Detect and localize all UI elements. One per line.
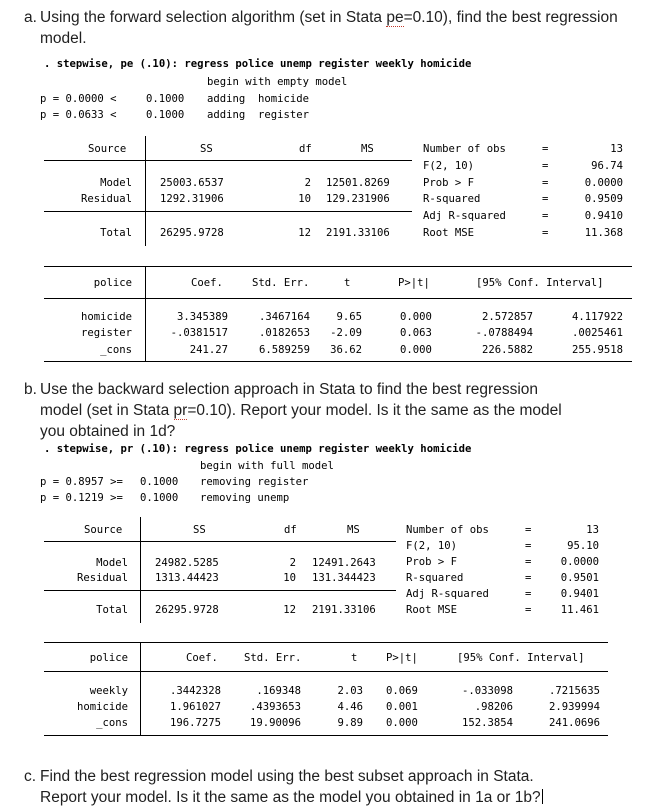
coef-ci-low: 152.3854 xyxy=(461,717,513,729)
anova-source: Residual xyxy=(76,572,128,584)
log-action: adding register xyxy=(207,109,310,121)
coef-header: [95% Conf. Interval] xyxy=(476,277,604,289)
coef-p: 0.000 xyxy=(400,344,432,356)
coef-ci-high: 241.0696 xyxy=(548,717,600,729)
stat-label: Number of obs xyxy=(406,524,489,536)
anova-ms: 2191.33106 xyxy=(312,604,376,616)
coef-ci-low: 226.5882 xyxy=(481,344,533,356)
divider xyxy=(44,541,396,542)
log-threshold: 0.1000 xyxy=(146,93,185,105)
coef-value: 3.345389 xyxy=(176,311,228,323)
question-a-label: a. xyxy=(24,9,37,26)
anova-df: 12 xyxy=(298,227,311,239)
coef-t: 9.89 xyxy=(337,717,363,729)
anova-header-ms: MS xyxy=(361,143,374,155)
log-pvalue: p = 0.0633 < xyxy=(40,109,117,121)
log-threshold: 0.1000 xyxy=(146,109,185,121)
coef-se: 19.90096 xyxy=(249,717,301,729)
coef-dep-var: police xyxy=(89,652,128,664)
coef-header: t xyxy=(351,652,358,664)
stat-value: 0.0000 xyxy=(560,556,599,568)
coef-se: .4393653 xyxy=(249,701,301,713)
coef-ci-high: 255.9518 xyxy=(571,344,623,356)
anova-header-source: Source xyxy=(88,143,127,155)
stat-label: F(2, 10) xyxy=(423,160,475,172)
anova-source: Residual xyxy=(80,193,132,205)
stat-eq: = xyxy=(525,540,532,552)
stat-eq: = xyxy=(542,177,549,189)
anova-ss: 1313.44423 xyxy=(155,572,219,584)
stat-label: Root MSE xyxy=(406,604,458,616)
stat-value: 13 xyxy=(610,143,623,155)
divider xyxy=(44,298,632,299)
stata-command-b: . stepwise, pr (.10): regress police unemp register weekly homicide xyxy=(44,443,472,455)
anova-df: 2 xyxy=(289,557,296,569)
anova-df: 10 xyxy=(283,572,296,584)
anova-header-df: df xyxy=(284,524,297,536)
log-action: removing unemp xyxy=(200,492,290,504)
divider xyxy=(44,642,608,643)
coef-header: P>|t| xyxy=(386,652,418,664)
coef-ci-high: .0025461 xyxy=(571,327,623,339)
stat-eq: = xyxy=(525,572,532,584)
stat-value: 11.368 xyxy=(584,227,623,239)
stat-label: Number of obs xyxy=(423,143,506,155)
question-c-text: Find the best regression model using the best subset approach in Stata. Report your model. Is it the same as the model you obtained in 1a or 1b? xyxy=(40,768,541,806)
stata-command-a: . stepwise, pe (.10): regress police unemp register weekly homicide xyxy=(44,58,472,70)
coef-ci-high: .7215635 xyxy=(548,685,600,697)
anova-header-ms: MS xyxy=(347,524,360,536)
stat-value: 96.74 xyxy=(591,160,623,172)
stat-eq: = xyxy=(542,160,549,172)
anova-df: 12 xyxy=(283,604,296,616)
anova-header-source: Source xyxy=(84,524,123,536)
anova-ms: 12491.2643 xyxy=(312,557,376,569)
coef-t: 4.46 xyxy=(337,701,363,713)
stat-eq: = xyxy=(542,143,549,155)
stat-value: 0.9509 xyxy=(584,193,623,205)
coef-var: register xyxy=(80,327,132,339)
stat-value: 0.0000 xyxy=(584,177,623,189)
stat-eq: = xyxy=(525,556,532,568)
coef-t: -2.09 xyxy=(330,327,362,339)
stat-eq: = xyxy=(542,210,549,222)
coef-ci-low: -.0788494 xyxy=(475,327,533,339)
log-pvalue: p = 0.8957 >= xyxy=(40,476,123,488)
stat-value: 13 xyxy=(586,524,599,536)
stat-eq: = xyxy=(525,524,532,536)
stat-label: R-squared xyxy=(423,193,481,205)
question-a xyxy=(24,7,644,49)
divider xyxy=(44,671,608,672)
stat-value: 95.10 xyxy=(567,540,599,552)
anova-source: Total xyxy=(96,604,128,616)
coef-se: .169348 xyxy=(256,685,301,697)
log-pvalue: p = 0.0000 < xyxy=(40,93,117,105)
coef-se: .0182653 xyxy=(258,327,310,339)
log-threshold: 0.1000 xyxy=(140,492,179,504)
coef-dep-var: police xyxy=(93,277,132,289)
stat-eq: = xyxy=(525,604,532,616)
coef-header: Std. Err. xyxy=(244,652,302,664)
coef-var: _cons xyxy=(96,717,128,729)
log-line: begin with empty model xyxy=(207,76,348,88)
coef-ci-high: 4.117922 xyxy=(571,311,623,323)
coef-t: 2.03 xyxy=(337,685,363,697)
coef-ci-low: -.033098 xyxy=(461,685,513,697)
coef-ci-high: 2.939994 xyxy=(548,701,600,713)
anova-df: 2 xyxy=(304,177,311,189)
question-a-text: Using the forward selection algorithm (set in Stata pe=0.10), find the best regression model. xyxy=(40,9,618,47)
anova-header-ss: SS xyxy=(200,143,213,155)
coef-se: .3467164 xyxy=(258,311,310,323)
anova-df: 10 xyxy=(298,193,311,205)
coef-value: 241.27 xyxy=(189,344,228,356)
divider xyxy=(44,361,632,362)
coef-header: P>|t| xyxy=(398,277,430,289)
stat-label: Adj R-squared xyxy=(423,210,506,222)
divider xyxy=(44,211,412,212)
coef-header: t xyxy=(344,277,351,289)
divider xyxy=(44,160,412,161)
question-b-text: Use the backward selection approach in Stata to find the best regression model (set in Stata pr=0.10). Report your model. Is it the same as the model you obtained in 1d? xyxy=(40,381,562,440)
stat-eq: = xyxy=(542,193,549,205)
coef-value: 1.961027 xyxy=(169,701,221,713)
question-b xyxy=(24,379,644,442)
anova-ss: 24982.5285 xyxy=(155,557,219,569)
log-threshold: 0.1000 xyxy=(140,476,179,488)
anova-ms: 131.344423 xyxy=(312,572,376,584)
coef-var: _cons xyxy=(100,344,132,356)
coef-value: -.0381517 xyxy=(170,327,228,339)
coef-header: Coef. xyxy=(186,652,218,664)
coef-t: 36.62 xyxy=(330,344,362,356)
divider xyxy=(145,136,146,246)
coef-value: .3442328 xyxy=(169,685,221,697)
stat-label: F(2, 10) xyxy=(406,540,458,552)
stat-label: R-squared xyxy=(406,572,464,584)
question-c xyxy=(24,766,644,808)
coef-var: homicide xyxy=(76,701,128,713)
anova-ss: 1292.31906 xyxy=(160,193,224,205)
coef-header: Coef. xyxy=(191,277,223,289)
anova-source: Total xyxy=(100,227,132,239)
coef-p: 0.069 xyxy=(386,685,418,697)
anova-ms: 12501.8269 xyxy=(326,177,390,189)
stat-value: 0.9501 xyxy=(560,572,599,584)
coef-ci-low: .98206 xyxy=(474,701,513,713)
stat-value: 0.9410 xyxy=(584,210,623,222)
log-action: removing register xyxy=(200,476,309,488)
coef-p: 0.000 xyxy=(386,717,418,729)
coef-p: 0.001 xyxy=(386,701,418,713)
divider xyxy=(145,266,146,361)
coef-header: [95% Conf. Interval] xyxy=(457,652,585,664)
log-pvalue: p = 0.1219 >= xyxy=(40,492,123,504)
text-cursor xyxy=(542,789,543,804)
anova-header-ss: SS xyxy=(193,524,206,536)
coef-se: 6.589259 xyxy=(258,344,310,356)
coef-value: 196.7275 xyxy=(169,717,221,729)
stat-value: 0.9401 xyxy=(560,588,599,600)
divider xyxy=(140,642,141,735)
stat-label: Prob > F xyxy=(423,177,475,189)
question-b-label: b. xyxy=(24,381,37,398)
divider xyxy=(140,517,141,623)
question-c-label: c. xyxy=(24,768,37,785)
anova-ss: 26295.9728 xyxy=(160,227,224,239)
coef-var: weekly xyxy=(89,685,128,697)
stat-eq: = xyxy=(542,227,549,239)
log-action: adding homicide xyxy=(207,93,310,105)
log-line: begin with full model xyxy=(200,460,334,472)
coef-p: 0.000 xyxy=(400,311,432,323)
anova-header-df: df xyxy=(299,143,312,155)
stat-label: Adj R-squared xyxy=(406,588,489,600)
divider xyxy=(44,735,608,736)
divider xyxy=(44,266,632,267)
divider xyxy=(44,590,396,591)
stat-value: 11.461 xyxy=(560,604,599,616)
anova-ss: 26295.9728 xyxy=(155,604,219,616)
anova-source: Model xyxy=(96,557,128,569)
stat-label: Prob > F xyxy=(406,556,458,568)
stat-eq: = xyxy=(525,588,532,600)
anova-source: Model xyxy=(100,177,132,189)
anova-ms: 129.231906 xyxy=(326,193,390,205)
coef-t: 9.65 xyxy=(336,311,362,323)
coef-header: Std. Err. xyxy=(252,277,310,289)
anova-ss: 25003.6537 xyxy=(160,177,224,189)
coef-var: homicide xyxy=(80,311,132,323)
coef-ci-low: 2.572857 xyxy=(481,311,533,323)
coef-p: 0.063 xyxy=(400,327,432,339)
anova-ms: 2191.33106 xyxy=(326,227,390,239)
stat-label: Root MSE xyxy=(423,227,475,239)
